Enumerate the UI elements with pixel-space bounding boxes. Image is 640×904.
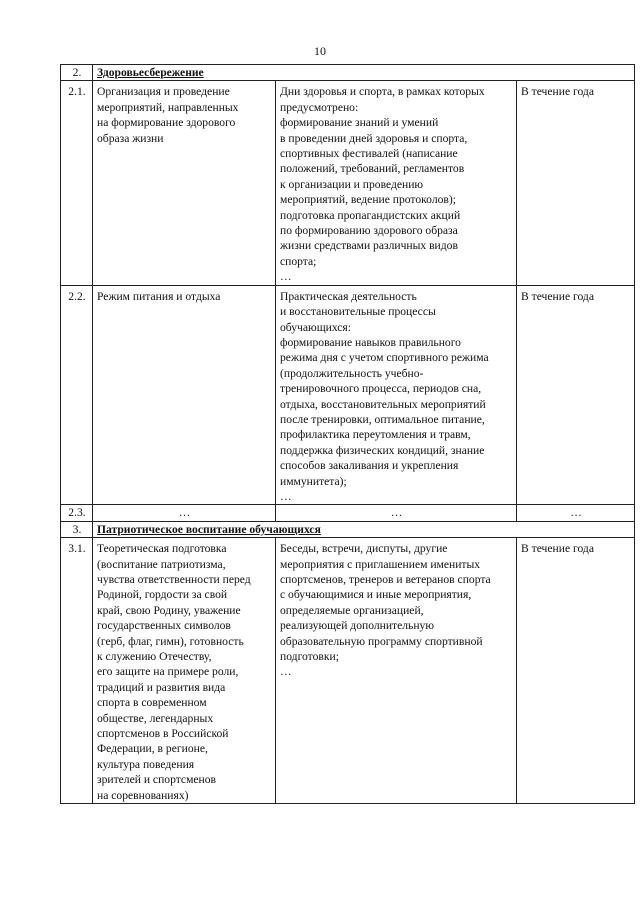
- content-line: положений, требований, регламентов: [280, 162, 465, 176]
- activity-cell: [93, 285, 276, 505]
- activity-line: Федерации, в регионе,: [97, 742, 208, 756]
- activity-cell: [93, 81, 276, 285]
- content-line: к организации и проведению: [280, 177, 424, 191]
- table-row: [61, 285, 635, 505]
- activity-line: на формирование здорового: [97, 116, 236, 130]
- activity-line: Родиной, гордости за свой: [97, 588, 228, 602]
- content-cell: …: [276, 505, 517, 521]
- activity-line: (воспитание патриотизма,: [97, 557, 226, 571]
- row-number: 2.1.: [61, 81, 93, 285]
- content-line: мероприятия с приглашением именитых: [280, 557, 481, 571]
- content-line: отдыха, восстановительных мероприятий: [280, 397, 486, 411]
- activity-line: обществе, легендарных: [97, 711, 214, 725]
- content-line: поддержка физических кондиций, знание: [280, 443, 485, 457]
- content-line: и восстановительные процессы: [280, 305, 436, 319]
- activity-line: Теоретическая подготовка: [97, 542, 227, 556]
- activity-line: на соревнованиях): [97, 788, 189, 802]
- content-line: тренировочного процесса, периодов сна,: [280, 382, 482, 396]
- table-row: [61, 538, 635, 804]
- content-line: Практическая деятельность: [280, 289, 417, 303]
- section-title: Здоровьесбережение: [93, 65, 635, 81]
- activity-line: (герб, флаг, гимн), готовность: [97, 634, 244, 648]
- content-line: после тренировки, оптимальное питание,: [280, 412, 485, 426]
- term-cell: В течение года: [517, 81, 635, 285]
- activity-cell: …: [93, 505, 276, 521]
- content-line: способов закаливания и укрепления: [280, 459, 459, 473]
- content-line: реализующей дополнительную: [280, 619, 434, 633]
- section-row: [61, 65, 635, 81]
- activity-line: традиций и развития вида: [97, 680, 226, 694]
- activity-line: чувства ответственности перед: [97, 573, 251, 586]
- row-number: 2.3.: [61, 505, 93, 521]
- activities-table: [60, 64, 635, 804]
- content-line: формирование знаний и умений: [280, 116, 439, 130]
- section-title: Патриотическое воспитание обучающихся: [93, 521, 635, 537]
- content-cell: [276, 538, 517, 804]
- content-line: подготовка пропагандистских акций: [280, 208, 461, 222]
- section-number: 2.: [61, 65, 93, 81]
- activity-line: спорта в современном: [97, 696, 207, 710]
- row-number: 3.1.: [61, 538, 93, 804]
- content-line: в проведении дней здоровья и спорта,: [280, 131, 468, 145]
- content-line: …: [280, 270, 292, 284]
- content-cell: [276, 285, 517, 505]
- content-line: с обучающимися и иные мероприятия,: [280, 588, 472, 602]
- content-line: по формированию здорового образа: [280, 224, 458, 238]
- activity-line: Организация и проведение: [97, 85, 230, 99]
- activity-line: Режим питания и отдыха: [97, 289, 221, 303]
- activity-line: образа жизни: [97, 131, 164, 145]
- activity-line: зрителей и спортсменов: [97, 773, 217, 787]
- content-line: обучающихся:: [280, 320, 351, 334]
- content-line: спорта;: [280, 254, 317, 268]
- table-row: [61, 81, 635, 285]
- content-cell: [276, 81, 517, 285]
- term-cell: …: [517, 505, 635, 521]
- page-number: 10: [314, 44, 326, 58]
- activity-line: культура поведения: [97, 757, 195, 771]
- term-cell: В течение года: [517, 285, 635, 505]
- content-line: спортивных фестивалей (написание: [280, 147, 458, 161]
- content-line: …: [280, 665, 292, 679]
- content-line: образовательную программу спортивной: [280, 634, 483, 648]
- activity-line: его защите на примере роли,: [97, 665, 239, 679]
- content-line: режима дня с учетом спортивного режима: [280, 351, 489, 365]
- content-line: …: [280, 489, 292, 503]
- table-row: [61, 505, 635, 521]
- content-line: подготовки;: [280, 650, 339, 664]
- section-number: 3.: [61, 521, 93, 537]
- activity-line: к служению Отечеству,: [97, 650, 212, 664]
- content-line: формирование навыков правильного: [280, 335, 461, 349]
- content-line: (продолжительность учебно-: [280, 366, 424, 380]
- section-row: [61, 521, 635, 537]
- content-line: профилактика переутомления и травм,: [280, 428, 471, 442]
- activity-line: мероприятий, направленных: [97, 100, 239, 114]
- row-number: 2.2.: [61, 285, 93, 505]
- content-line: предусмотрено:: [280, 100, 359, 114]
- content-line: иммунитета);: [280, 474, 347, 488]
- content-line: Дни здоровья и спорта, в рамках которых: [280, 85, 485, 99]
- content-line: мероприятий, ведение протоколов);: [280, 193, 456, 207]
- content-line: жизни средствами различных видов: [280, 239, 458, 253]
- content-line: Беседы, встречи, диспуты, другие: [280, 542, 448, 556]
- content-line: спортсменов, тренеров и ветеранов спорта: [280, 573, 491, 586]
- activity-line: край, свою Родину, уважение: [97, 603, 241, 617]
- term-cell: В течение года: [517, 538, 635, 804]
- content-line: определяемые организацией,: [280, 603, 424, 617]
- activity-line: государственных символов: [97, 619, 231, 633]
- activity-line: спортсменов в Российской: [97, 727, 229, 741]
- activity-cell: [93, 538, 276, 804]
